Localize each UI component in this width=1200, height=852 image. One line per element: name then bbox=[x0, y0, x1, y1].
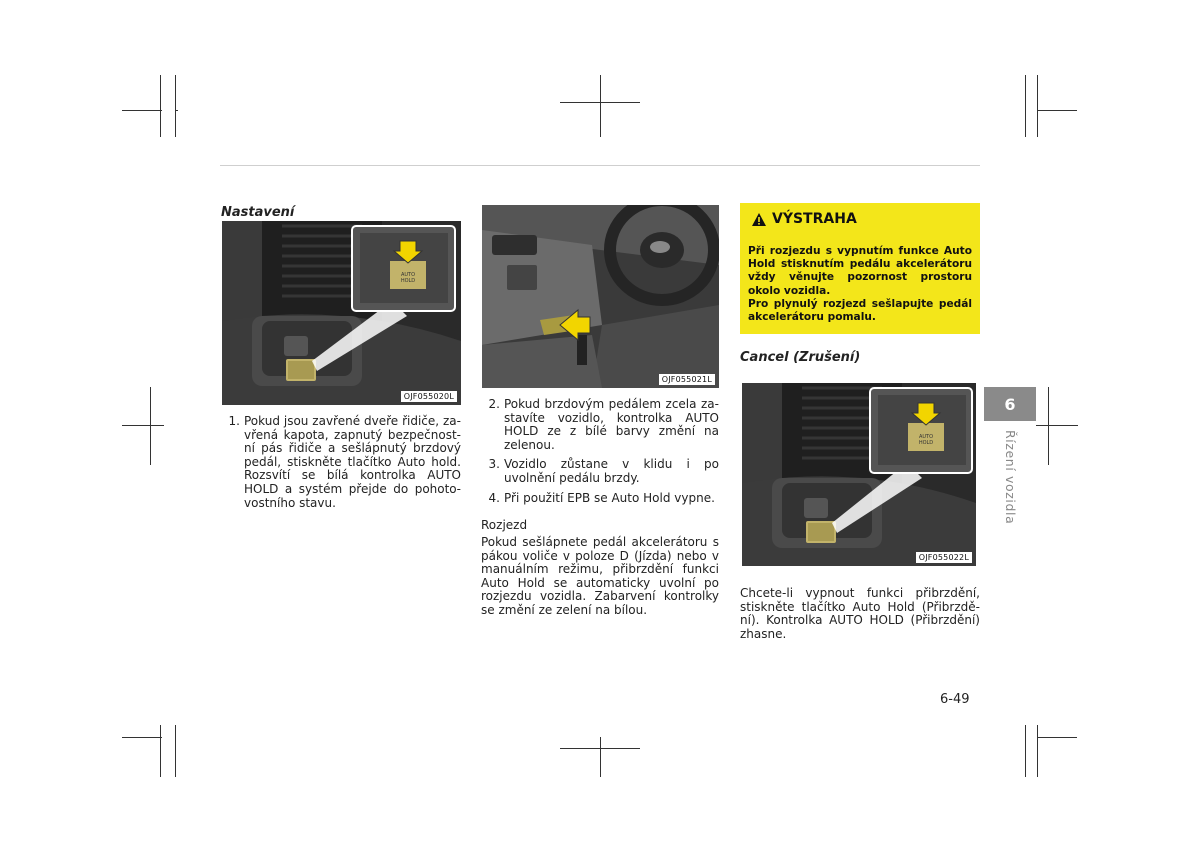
paragraph-cancel: Chcete-li vypnout funkci přibrzdění, stiskněte tlačítko Auto Hold (Přibrzdění). Kontrolka AUTO HOLD (Přibrzdění) zhasne. bbox=[740, 586, 980, 641]
chapter-number: 6 bbox=[984, 387, 1036, 421]
interior-illustration bbox=[482, 205, 719, 388]
list-item bbox=[484, 492, 719, 506]
paragraph-rozjezd: Pokud sešlápnete pedál akcelerátoru s pákou voliče v poloze D (Jízda) nebo v manuálním režimu, přibrzdění funkci Auto Hold se automaticky uvolní po rozjezdu vozidla. Zabarvení kontrolky se změní ze zelení na bílou. bbox=[481, 535, 719, 617]
step-number: 1. bbox=[228, 414, 240, 428]
step-text: Při použití EPB se Auto Hold vypne. bbox=[504, 490, 715, 505]
step-text: Pokud brzdovým pedálem zcela zastavíte vozidlo, kontrolka AUTO HOLD ze z bílé barvy změní na zelenou. bbox=[504, 397, 719, 452]
figure-brake-pedal bbox=[482, 205, 719, 388]
warning-box bbox=[740, 203, 980, 334]
warning-title-text: VÝSTRAHA bbox=[772, 211, 857, 227]
warning-line: Pro plynulý rozjezd sešlapujte pedál akcelerátoru pomalu. bbox=[748, 297, 972, 324]
list-item bbox=[484, 458, 719, 485]
section-heading-nastaveni: Nastavení bbox=[221, 205, 295, 220]
console-illustration bbox=[742, 383, 976, 566]
svg-text:HOLD: HOLD bbox=[400, 278, 416, 284]
figure-code: OJF055020L bbox=[401, 391, 457, 402]
middle-steps bbox=[484, 398, 719, 511]
list-item bbox=[484, 398, 719, 452]
warning-line: Při rozjezdu s vypnutím funkce Auto Hold stisknutím pedálu akcelerátoru vždy věnujte pozornost prostoru okolo vozidla. bbox=[748, 245, 972, 297]
step-text: Pokud jsou zavřené dveře řidiče, zavřená kapota, zapnutý bezpečnostní pás řidiče a sešlápnutý brzdový pedál, stiskněte tlačítko Auto hold. Rozsvítí se bílá kontrolka AUTO HOLD a systém přejde do pohotovostního stavu. bbox=[244, 414, 461, 510]
figure-code: OJF055021L bbox=[659, 374, 715, 385]
section-heading-cancel: Cancel (Zrušení) bbox=[740, 350, 861, 365]
page-number: 6-49 bbox=[940, 692, 970, 707]
header-rule bbox=[220, 165, 980, 166]
console-illustration bbox=[222, 221, 461, 405]
svg-text:AUTO: AUTO bbox=[918, 434, 934, 440]
left-steps bbox=[224, 415, 461, 516]
step-number: 2. bbox=[488, 397, 500, 411]
step-number: 4. bbox=[488, 490, 500, 505]
chapter-title-text: Řízení vozidla bbox=[1003, 430, 1018, 525]
figure-code: OJF055022L bbox=[916, 552, 972, 563]
step-text: Vozidlo zůstane v klidu i po uvolnění pedálu brzdy. bbox=[504, 457, 719, 485]
chapter-title bbox=[1000, 430, 1020, 540]
warning-body bbox=[748, 245, 972, 324]
svg-text:HOLD: HOLD bbox=[918, 440, 934, 446]
figure-console-button bbox=[222, 221, 461, 405]
warning-triangle-icon bbox=[752, 213, 766, 226]
list-item bbox=[224, 415, 461, 510]
subheading-rozjezd: Rozjezd bbox=[481, 518, 528, 532]
figure-console-button-cancel bbox=[742, 383, 976, 566]
svg-text:AUTO: AUTO bbox=[400, 272, 416, 278]
step-number: 3. bbox=[488, 457, 500, 472]
warning-title bbox=[752, 211, 857, 227]
